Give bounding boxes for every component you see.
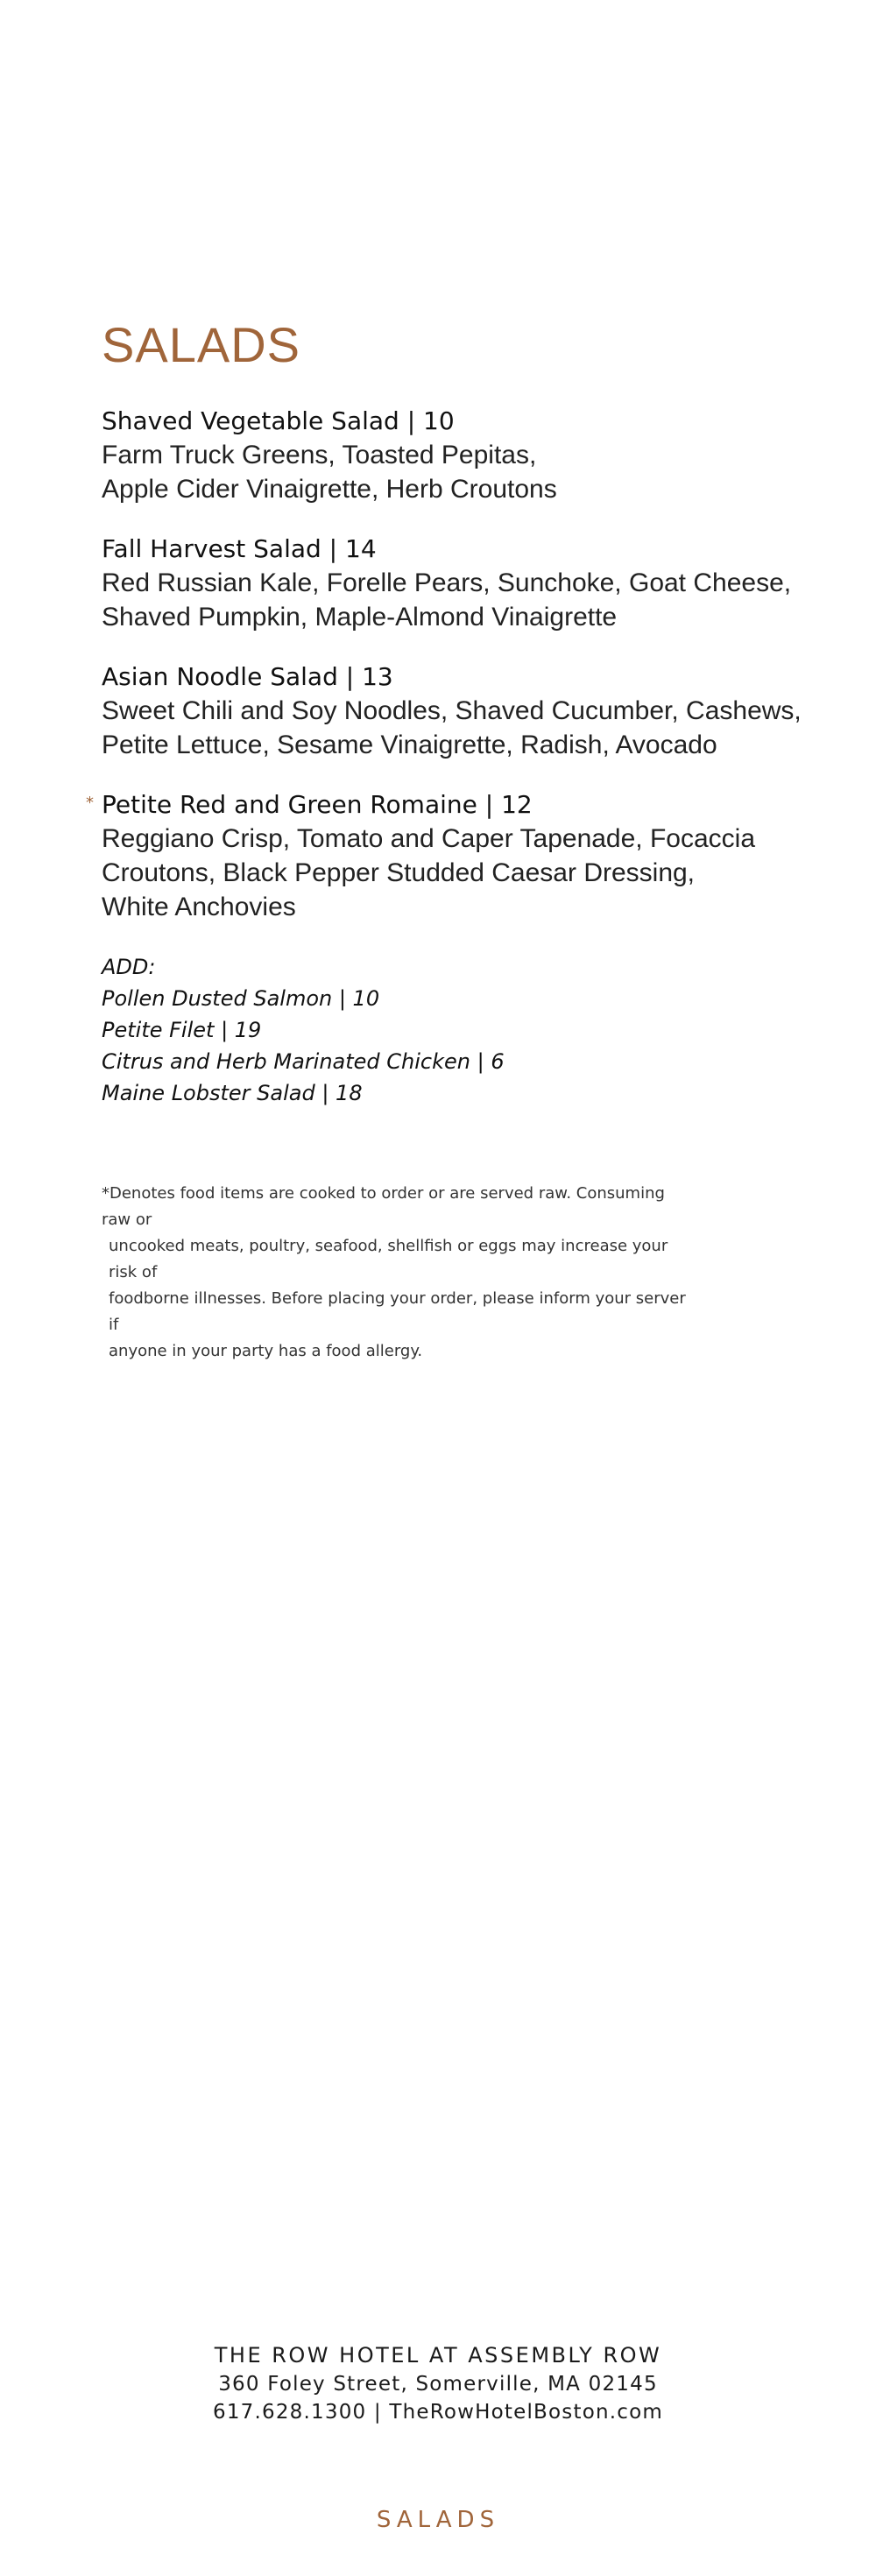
add-on-item: Petite Filet | 19 <box>102 1018 262 1042</box>
description-line: Sweet Chili and Soy Noodles, Shaved Cucumber, Cashews, <box>102 696 802 725</box>
menu-item-description <box>102 822 820 924</box>
description-line: Croutons, Black Pepper Studded Caesar Dressing, <box>102 858 696 887</box>
add-on-item: Pollen Dusted Salmon | 10 <box>102 986 380 1011</box>
description-line: White Anchovies <box>102 893 296 921</box>
description-line: Shaved Pumpkin, Maple-Almond Vinaigrette <box>102 603 618 632</box>
raw-marker: * <box>86 794 94 812</box>
footnote-line: foodborne illnesses. Before placing your order, please inform your server if <box>109 1289 686 1334</box>
menu-item <box>102 405 820 506</box>
description-line: Apple Cider Vinaigrette, Herb Croutons <box>102 475 557 504</box>
description-line: Farm Truck Greens, Toasted Pepitas, <box>102 441 537 469</box>
page-section-label: SALADS <box>376 2507 500 2533</box>
menu-item-heading: Petite Red and Green Romaine | 12 <box>102 790 533 819</box>
add-on-item: Citrus and Herb Marinated Chicken | 6 <box>102 1049 505 1074</box>
add-on-item: Maine Lobster Salad | 18 <box>102 1081 363 1105</box>
menu-item-heading: Fall Harvest Salad | 14 <box>102 534 377 563</box>
menu-item-description <box>102 566 820 634</box>
hotel-name: THE ROW HOTEL AT ASSEMBLY ROW <box>214 2343 662 2368</box>
hotel-footer <box>0 2340 876 2426</box>
footnote-line: anyone in your party has a food allergy. <box>109 1342 423 1360</box>
footnote-line: uncooked meats, poultry, seafood, shellfish or eggs may increase your risk of <box>109 1237 668 1281</box>
menu-item-heading: Shaved Vegetable Salad | 10 <box>102 406 455 435</box>
menu-item <box>102 660 820 762</box>
footnote-line: *Denotes food items are cooked to order or are served raw. Consuming raw or <box>102 1184 665 1229</box>
description-line: Red Russian Kale, Forelle Pears, Sunchoke, Goat Cheese, <box>102 568 792 597</box>
add-ons-list <box>102 951 505 1109</box>
description-line: Petite Lettuce, Sesame Vinaigrette, Radish, Avocado <box>102 730 717 759</box>
menu-item-description <box>102 694 820 762</box>
raw-food-disclaimer <box>102 1181 697 1365</box>
section-title: SALADS <box>102 317 300 372</box>
hotel-contact: 617.628.1300 | TheRowHotelBoston.com <box>213 2401 663 2424</box>
menu-item <box>102 533 820 634</box>
add-ons-label: ADD: <box>102 955 156 979</box>
hotel-address: 360 Foley Street, Somerville, MA 02145 <box>218 2373 658 2396</box>
description-line: Reggiano Crisp, Tomato and Caper Tapenade, Focaccia <box>102 824 756 853</box>
menu-item-description <box>102 438 820 506</box>
menu-items <box>86 405 820 950</box>
menu-item <box>86 788 820 924</box>
menu-item-heading: Asian Noodle Salad | 13 <box>102 662 393 691</box>
